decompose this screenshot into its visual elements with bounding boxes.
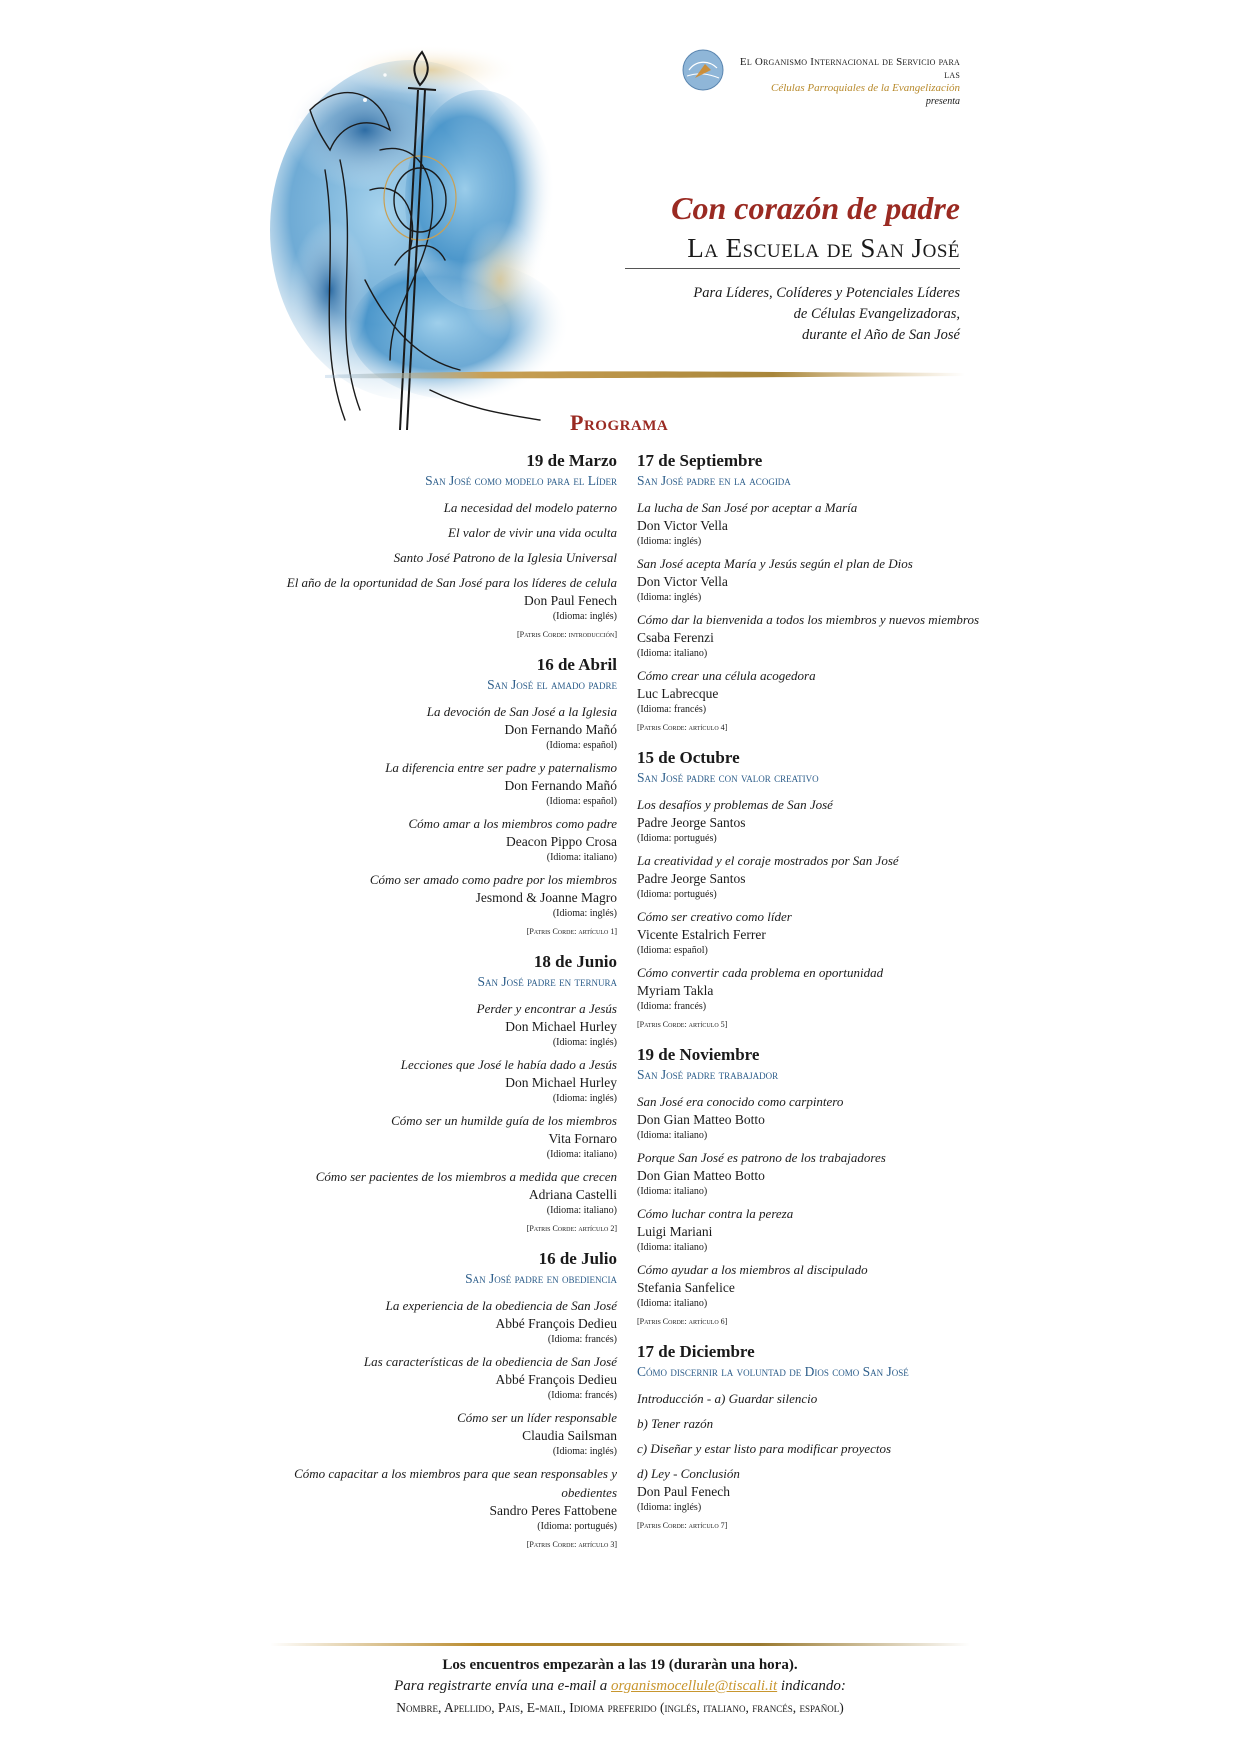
talk-topic: Cómo capacitar a los miembros para que sean responsables y obedientes: [294, 1466, 617, 1500]
talk-item: [637, 1092, 997, 1142]
talk-topic: Cómo luchar contra la pereza: [637, 1206, 794, 1221]
talk-topic: San José era conocido como carpintero: [637, 1094, 844, 1109]
section-theme: San José padre en la acogida: [637, 473, 791, 488]
talk-speaker: Vicente Estalrich Ferrer: [637, 927, 766, 942]
talk-speaker: Don Victor Vella: [637, 574, 728, 589]
talk-language: (Idioma: francés): [547, 1390, 617, 1401]
program-section: [257, 654, 617, 938]
talk-speaker: Abbé François Dedieu: [495, 1372, 617, 1387]
talk-language: (Idioma: italiano): [546, 1205, 617, 1216]
talk-topic: Cómo ser creativo como líder: [637, 909, 792, 924]
talk-item: [637, 1260, 997, 1310]
talk-topic: Los desafíos y problemas de San José: [637, 797, 833, 812]
presenta-label: presenta: [925, 96, 960, 107]
script-title: Con corazón de padre: [671, 190, 960, 226]
talk-topic: La experiencia de la obediencia de San José: [385, 1298, 617, 1313]
talk-topic: Cómo convertir cada problema en oportunidad: [637, 965, 884, 980]
talk-language: (Idioma: italiano): [637, 1130, 708, 1141]
section-date: 16 de Julio: [538, 1249, 617, 1268]
talk-speaker: Stefania Sanfelice: [637, 1280, 735, 1295]
talk-speaker: Don Gian Matteo Botto: [637, 1112, 765, 1127]
talk-item: [637, 666, 997, 716]
talk-topic: San José acepta María y Jesús según el plan de Dios: [637, 556, 913, 571]
section-theme: San José padre trabajador: [637, 1067, 779, 1082]
talk-speaker: Padre Jeorge Santos: [637, 871, 746, 886]
meeting-time-note: Los encuentros empezaràn a las 19 (duraràn una hora).: [442, 1657, 798, 1673]
talk-speaker: Don Michael Hurley: [505, 1075, 617, 1090]
talk-item: [257, 814, 617, 864]
talk-item: [637, 907, 997, 957]
talk-speaker: Sandro Peres Fattobene: [489, 1503, 617, 1518]
talk-topic: Cómo amar a los miembros como padre: [408, 816, 617, 831]
talk-speaker: Padre Jeorge Santos: [637, 815, 746, 830]
section-date: 15 de Octubre: [637, 748, 740, 767]
section-date: 17 de Septiembre: [637, 451, 763, 470]
talk-speaker: Jesmond & Joanne Magro: [475, 890, 617, 905]
talk-item: [637, 1389, 997, 1408]
section-theme: San José el amado padre: [487, 677, 617, 692]
talk-topic: Cómo ser pacientes de los miembros a medida que crecen: [315, 1169, 617, 1184]
section-theme: Cómo discernir la voluntad de Dios como San José: [637, 1364, 909, 1379]
section-date: 19 de Marzo: [526, 451, 617, 470]
talk-language: (Idioma: francés): [547, 1334, 617, 1345]
talk-speaker: Don Gian Matteo Botto: [637, 1168, 765, 1183]
patris-corde-reference: [Patris Corde: artículo 3]: [526, 1540, 617, 1549]
patris-corde-reference: [Patris Corde: artículo 5]: [637, 1020, 728, 1029]
subtitle: [620, 283, 960, 346]
program-section: [637, 450, 997, 734]
talk-language: (Idioma: inglés): [552, 611, 617, 622]
talk-language: (Idioma: español): [546, 796, 617, 807]
talk-topic: Cómo ser amado como padre por los miembros: [369, 872, 617, 887]
talk-topic: La lucha de San José por aceptar a María: [637, 500, 858, 515]
talk-speaker: Don Fernando Mañó: [504, 722, 617, 737]
talk-speaker: Deacon Pippo Crosa: [506, 834, 617, 849]
talk-topic: Cómo ayudar a los miembros al discipulado: [637, 1262, 868, 1277]
subtitle-line: Para Líderes, Colíderes y Potenciales Líderes: [693, 285, 960, 301]
patris-corde-reference: [Patris Corde: artículo 4]: [637, 723, 728, 732]
talk-topic: Cómo dar la bienvenida a todos los miembros y nuevos miembros: [637, 612, 980, 627]
patris-corde-reference: [Patris Corde: artículo 6]: [637, 1317, 728, 1326]
talk-language: (Idioma: inglés): [637, 536, 702, 547]
registration-text-end: indicando:: [777, 1678, 846, 1694]
talk-language: (Idioma: francés): [637, 704, 707, 715]
talk-speaker: Luc Labrecque: [637, 686, 719, 701]
talk-language: (Idioma: italiano): [637, 648, 708, 659]
talk-speaker: Don Fernando Mañó: [504, 778, 617, 793]
talk-item: [257, 1464, 617, 1533]
talk-item: [637, 1439, 997, 1458]
section-date: 19 de Noviembre: [637, 1045, 760, 1064]
organizer-name: Células Parroquiales de la Evangelización: [770, 82, 960, 94]
talk-topic: c) Diseñar y estar listo para modificar proyectos: [637, 1441, 892, 1456]
gold-brush-stroke: [325, 366, 965, 382]
talk-item: [637, 1464, 997, 1514]
talk-language: (Idioma: italiano): [637, 1242, 708, 1253]
talk-topic: d) Ley - Conclusión: [637, 1466, 740, 1481]
talk-speaker: Don Paul Fenech: [637, 1484, 730, 1499]
talk-item: [637, 610, 997, 660]
talk-topic: La necesidad del modelo paterno: [443, 500, 617, 515]
talk-speaker: Don Victor Vella: [637, 518, 728, 533]
section-date: 18 de Junio: [533, 952, 617, 971]
talk-item: [257, 573, 617, 623]
talk-item: [257, 548, 617, 567]
title-divider: [625, 268, 960, 269]
talk-item: [257, 1296, 617, 1346]
subtitle-line: durante el Año de San José: [802, 327, 960, 343]
talk-language: (Idioma: francés): [637, 1001, 707, 1012]
talk-language: (Idioma: italiano): [637, 1186, 708, 1197]
talk-speaker: Don Michael Hurley: [505, 1019, 617, 1034]
email-link[interactable]: organismocellule@tiscali.it: [611, 1678, 778, 1694]
program-section: [257, 951, 617, 1235]
talk-item: [637, 554, 997, 604]
talk-language: (Idioma: español): [546, 740, 617, 751]
patris-corde-reference: [Patris Corde: artículo 1]: [526, 927, 617, 936]
programa-heading: Programa: [570, 410, 669, 435]
schedule-right-column: [637, 450, 997, 1545]
schedule-left-column: [257, 450, 617, 1564]
talk-topic: Las características de la obediencia de San José: [363, 1354, 617, 1369]
talk-item: [637, 795, 997, 845]
talk-topic: Lecciones que José le había dado a Jesús: [400, 1057, 617, 1072]
talk-language: (Idioma: portugués): [537, 1521, 617, 1532]
talk-language: (Idioma: italiano): [637, 1298, 708, 1309]
organizer-block: [730, 56, 960, 108]
registration-note: [250, 1676, 990, 1697]
saint-joseph-watercolor-illustration: [270, 30, 690, 460]
section-theme: San José padre con valor creativo: [637, 770, 819, 785]
talk-topic: La diferencia entre ser padre y paternalismo: [385, 760, 617, 775]
talk-item: [257, 523, 617, 542]
registration-text: Para registrarte envía una e-mail a: [394, 1678, 611, 1694]
globe-logo-icon: [681, 48, 725, 92]
talk-item: [637, 963, 997, 1013]
program-section: [257, 1248, 617, 1551]
talk-item: [637, 1204, 997, 1254]
talk-item: [637, 851, 997, 901]
talk-item: [257, 758, 617, 808]
talk-language: (Idioma: inglés): [552, 1037, 617, 1048]
program-section: [257, 450, 617, 641]
talk-item: [637, 1148, 997, 1198]
talk-language: (Idioma: inglés): [552, 1446, 617, 1457]
talk-item: [257, 870, 617, 920]
program-section: [637, 1044, 997, 1328]
talk-topic: La creatividad y el coraje mostrados por San José: [637, 853, 899, 868]
talk-language: (Idioma: italiano): [546, 1149, 617, 1160]
organizer-line: El Organismo Internacional de Servicio para las: [739, 56, 960, 81]
talk-item: [257, 702, 617, 752]
talk-speaker: Don Paul Fenech: [524, 593, 617, 608]
talk-speaker: Luigi Mariani: [637, 1224, 713, 1239]
section-theme: San José padre en obediencia: [465, 1271, 617, 1286]
talk-topic: Perder y encontrar a Jesús: [476, 1001, 617, 1016]
program-section: [637, 747, 997, 1031]
patris-corde-reference: [Patris Corde: introducción]: [516, 630, 617, 639]
talk-topic: El valor de vivir una vida oculta: [448, 525, 617, 540]
program-section: [637, 1341, 997, 1532]
talk-topic: Porque San José es patrono de los trabajadores: [637, 1150, 886, 1165]
talk-topic: Introducción - a) Guardar silencio: [637, 1391, 818, 1406]
footer: [250, 1655, 990, 1718]
talk-speaker: Csaba Ferenzi: [637, 630, 714, 645]
talk-item: [637, 498, 997, 548]
patris-corde-reference: [Patris Corde: artículo 7]: [637, 1521, 728, 1530]
talk-speaker: Abbé François Dedieu: [495, 1316, 617, 1331]
subtitle-line: de Células Evangelizadoras,: [793, 306, 960, 322]
talk-language: (Idioma: español): [637, 945, 708, 956]
talk-item: [257, 1408, 617, 1458]
talk-speaker: Vita Fornaro: [548, 1131, 617, 1146]
section-date: 17 de Diciembre: [637, 1342, 755, 1361]
talk-language: (Idioma: inglés): [637, 1502, 702, 1513]
talk-topic: Cómo crear una célula acogedora: [637, 668, 816, 683]
talk-item: [257, 498, 617, 517]
talk-item: [257, 1167, 617, 1217]
talk-language: (Idioma: inglés): [637, 592, 702, 603]
talk-item: [637, 1414, 997, 1433]
talk-language: (Idioma: portugués): [637, 889, 717, 900]
talk-speaker: Claudia Sailsman: [522, 1428, 617, 1443]
talk-topic: Cómo ser un humilde guía de los miembros: [391, 1113, 617, 1128]
talk-speaker: Myriam Takla: [637, 983, 714, 998]
main-title: La Escuela de San José: [687, 233, 960, 263]
registration-fields: Nombre, Apellido, Pais, E-mail, Idioma preferido (inglés, italiano, francés, español): [396, 1700, 844, 1715]
section-date: 16 de Abril: [536, 655, 617, 674]
footer-divider: [270, 1643, 970, 1646]
patris-corde-reference: [Patris Corde: artículo 2]: [526, 1224, 617, 1233]
talk-item: [257, 1111, 617, 1161]
talk-topic: La devoción de San José a la Iglesia: [426, 704, 617, 719]
talk-topic: b) Tener razón: [637, 1416, 714, 1431]
talk-item: [257, 1055, 617, 1105]
talk-item: [257, 1352, 617, 1402]
talk-language: (Idioma: inglés): [552, 1093, 617, 1104]
section-theme: San José padre en ternura: [477, 974, 617, 989]
section-theme: San José como modelo para el Líder: [425, 473, 617, 488]
talk-language: (Idioma: inglés): [552, 908, 617, 919]
talk-speaker: Adriana Castelli: [528, 1187, 617, 1202]
talk-topic: El año de la oportunidad de San José para los líderes de celula: [286, 575, 617, 590]
talk-topic: Cómo ser un líder responsable: [457, 1410, 617, 1425]
talk-language: (Idioma: italiano): [546, 852, 617, 863]
talk-item: [257, 999, 617, 1049]
talk-language: (Idioma: portugués): [637, 833, 717, 844]
talk-topic: Santo José Patrono de la Iglesia Universal: [393, 550, 617, 565]
